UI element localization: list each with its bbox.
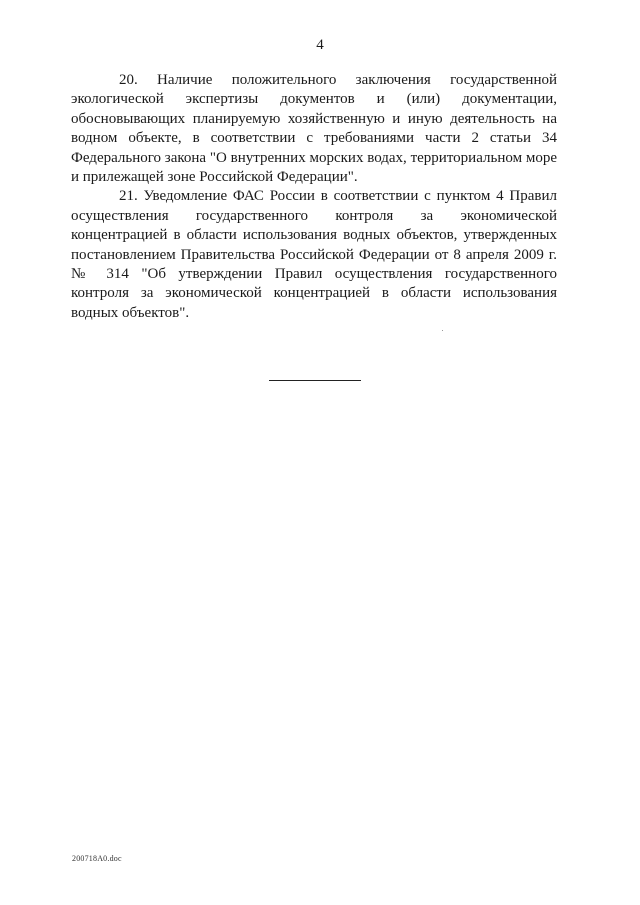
paragraph-21: 21. Уведомление ФАС России в соответствии с пунктом 4 Правил осуществления государственного контроля за экономической концентрацией в области использования водных объектов, утвержденных постановлением Правительства Российской Федерации от 8 апреля 2009 г. № 314 "Об утверждении Правил осуществления государственного контроля за экономической концентрацией в области использования водных объектов".	[71, 188, 557, 321]
paragraph-20: 20. Наличие положительного заключения государственной экологической экспертизы документов и (или) документации, обосновывающих планируемую хозяйственную и иную деятельность на водном объекте, в соответствии с требованиями части 2 статьи 34 Федерального закона "О внутренних морских водах, территориальном море и прилежащей зоне Российской Федерации".	[71, 72, 557, 186]
scan-artifact-dot	[442, 330, 443, 331]
end-divider-line	[269, 380, 361, 381]
page-number: 4	[316, 37, 324, 53]
footer-document-code: 200718A0.doc	[72, 854, 122, 863]
document-body	[71, 71, 557, 323]
